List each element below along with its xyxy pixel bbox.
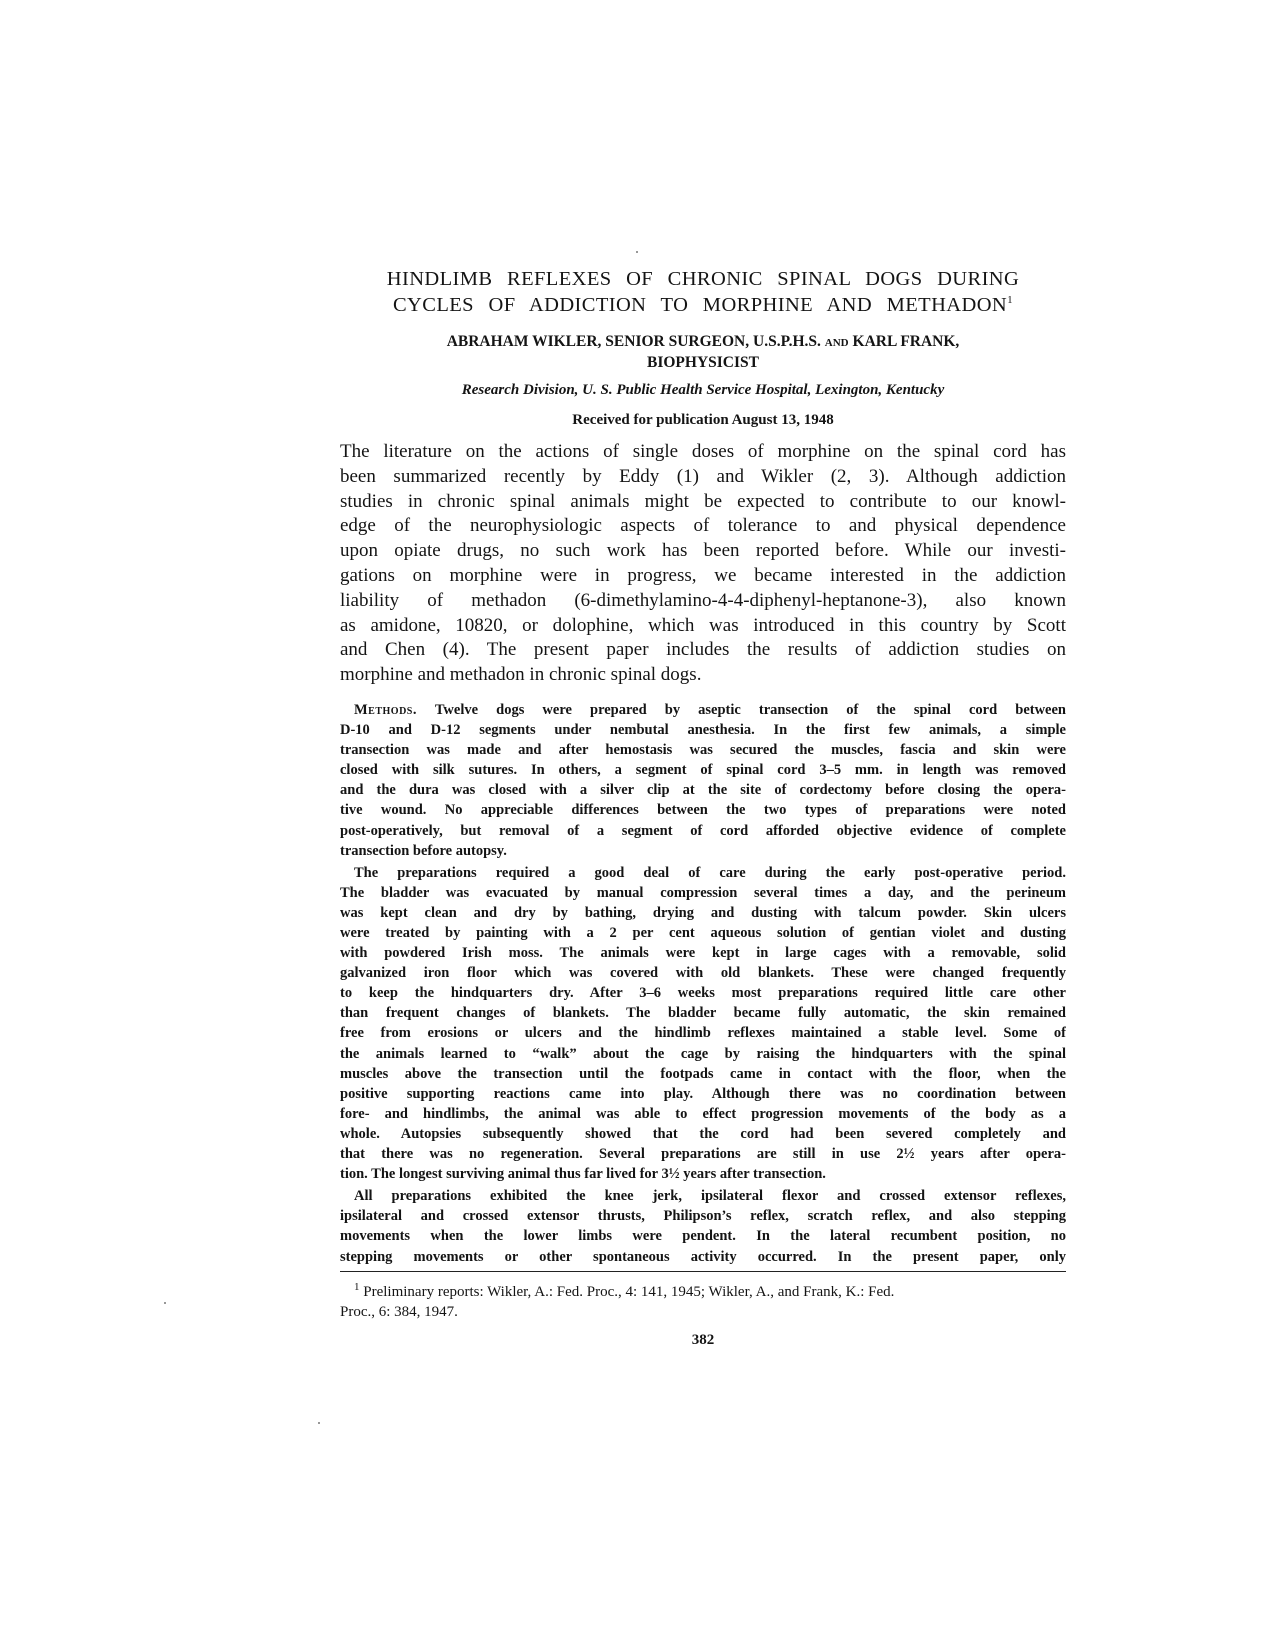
care-line: that there was no regeneration. Several preparations are still in use 2½ years after opera- [340,1146,1066,1163]
footnote-mark: 1 [354,1280,360,1293]
intro-line: The literature on the actions of single doses of morphine on the spinal cord has [340,441,1066,462]
article-page [340,266,1066,1349]
title-line-1: HINDLIMB REFLEXES OF CHRONIC SPINAL DOGS DURING [386,268,1020,290]
footnote-divider [340,1271,1066,1272]
methods-line: transection was made and after hemostasis was secured the muscles, fascia and skin were [340,742,1066,759]
scan-speck [164,1302,166,1304]
author-1: ABRAHAM WIKLER, SENIOR SURGEON, U.S.P.H.S. [446,333,821,350]
authors-and: AND [824,337,849,349]
footnote-line-1 [340,1282,1066,1302]
care-paragraph [340,863,1066,1185]
care-line: The preparations required a good deal of care during the early post-operative period. [354,864,1066,881]
care-line: with powdered Irish moss. The animals were kept in large cages with a removable, solid [340,945,1066,962]
scan-speck [318,1422,320,1424]
title-line-2 [340,292,1066,318]
scan-speck [636,251,638,253]
methods-paragraph [340,700,1066,861]
reflexes-line: ipsilateral and crossed extensor thrusts, Philipson’s reflex, scratch reflex, and also stepping [340,1208,1066,1225]
authors-line-1 [340,332,1066,353]
care-line: whole. Autopsies subsequently showed that the cord had been severed completely and [340,1125,1066,1142]
methods-line: transection before autopsy. [340,842,507,859]
footnote-line-1-text: Preliminary reports: Wikler, A.: Fed. Proc., 4: 141, 1945; Wikler, A., and Frank, K.: Fed. [363,1283,895,1300]
care-line: the animals learned to “walk” about the cage by raising the hindquarters with the spinal [340,1045,1066,1062]
intro-line: morphine and methadon in chronic spinal dogs. [340,664,702,686]
intro-line: edge of the neurophysiologic aspects of tolerance to and physical dependence [340,515,1066,537]
care-line: to keep the hindquarters dry. After 3–6 weeks most preparations required little care other [340,985,1066,1002]
methods-line: post-operatively, but removal of a segment of cord afforded objective evidence of complete [340,822,1066,839]
intro-paragraph [340,440,1066,688]
care-line: free from erosions or ulcers and the hindlimb reflexes maintained a stable level. Some of [340,1025,1066,1042]
reflexes-line: stepping movements or other spontaneous activity occurred. In the present paper, only [340,1248,1066,1265]
article-title [340,266,1066,318]
title-line-2-text: CYCLES OF ADDICTION TO MORPHINE AND METHADON [392,294,1008,316]
intro-line: and Chen (4). The present paper includes the results of addiction studies on [340,639,1066,661]
footnote [340,1282,1066,1322]
intro-line: gations on morphine were in progress, we became interested in the addiction [340,564,1066,586]
methods-first-line-text: Twelve dogs were prepared by aseptic transection of the spinal cord between [434,701,1066,718]
care-line: tion. The longest surviving animal thus far lived for 3½ years after transection. [340,1166,826,1183]
methods-line: D-10 and D-12 segments under nembutal anesthesia. In the first few animals, a simple [340,722,1066,739]
affiliation: Research Division, U. S. Public Health Service Hospital, Lexington, Kentucky [461,382,945,398]
body-text [340,700,1066,1267]
methods-line: and the dura was closed with a silver clip at the site of cordectomy before closing the opera- [340,782,1066,799]
page-number: 382 [691,1331,715,1348]
author-2: KARL FRANK, [852,333,960,350]
care-line: muscles above the transection until the footpads came in contact with the floor, when the [340,1065,1066,1082]
care-line: positive supporting reactions came into play. Although there was no coordination between [340,1085,1066,1102]
intro-line: studies in chronic spinal animals might be expected to contribute to our knowl- [340,490,1066,512]
care-line: than frequent changes of blankets. The bladder became fully automatic, the skin remained [340,1005,1066,1022]
received-date: Received for publication August 13, 1948 [572,412,834,428]
care-line: The bladder was evacuated by manual compression several times a day, and the perineum [340,884,1066,901]
reflexes-line: All preparations exhibited the knee jerk, ipsilateral flexor and crossed extensor reflexes, [354,1188,1066,1205]
care-line: fore- and hindlimbs, the animal was able to effect progression movements of the body as a [340,1105,1066,1122]
care-line: galvanized iron floor which was covered with old blankets. These were changed frequently [340,965,1066,982]
methods-line: closed with silk sutures. In others, a segment of spinal cord 3–5 mm. in length was removed [340,762,1066,779]
reflexes-paragraph [340,1186,1066,1266]
authors-line-2: BIOPHYSICIST [647,354,759,371]
footnote-line-2: Proc., 6: 384, 1947. [340,1303,458,1320]
care-line: were treated by painting with a 2 per cent aqueous solution of gentian violet and dusting [340,925,1066,941]
authors [340,332,1066,372]
methods-first-line [340,700,1066,720]
intro-line: liability of methadon (6-dimethylamino-4-4-diphenyl-heptanone-3), also known [340,589,1066,611]
care-line: was kept clean and dry by bathing, drying and dusting with talcum powder. Skin ulcers [340,904,1066,921]
methods-line: tive wound. No appreciable differences between the two types of preparations were noted [340,802,1066,819]
methods-heading: Methods. [354,701,417,718]
intro-line: been summarized recently by Eddy (1) and Wikler (2, 3). Although addiction [340,465,1066,487]
intro-line: upon opiate drugs, no such work has been reported before. While our investi- [340,540,1066,562]
title-footnote-mark: 1 [1007,294,1014,307]
intro-line: as amidone, 10820, or dolophine, which was introduced in this country by Scott [340,614,1066,636]
reflexes-line: movements when the lower limbs were pendent. In the lateral recumbent position, no [340,1228,1066,1245]
